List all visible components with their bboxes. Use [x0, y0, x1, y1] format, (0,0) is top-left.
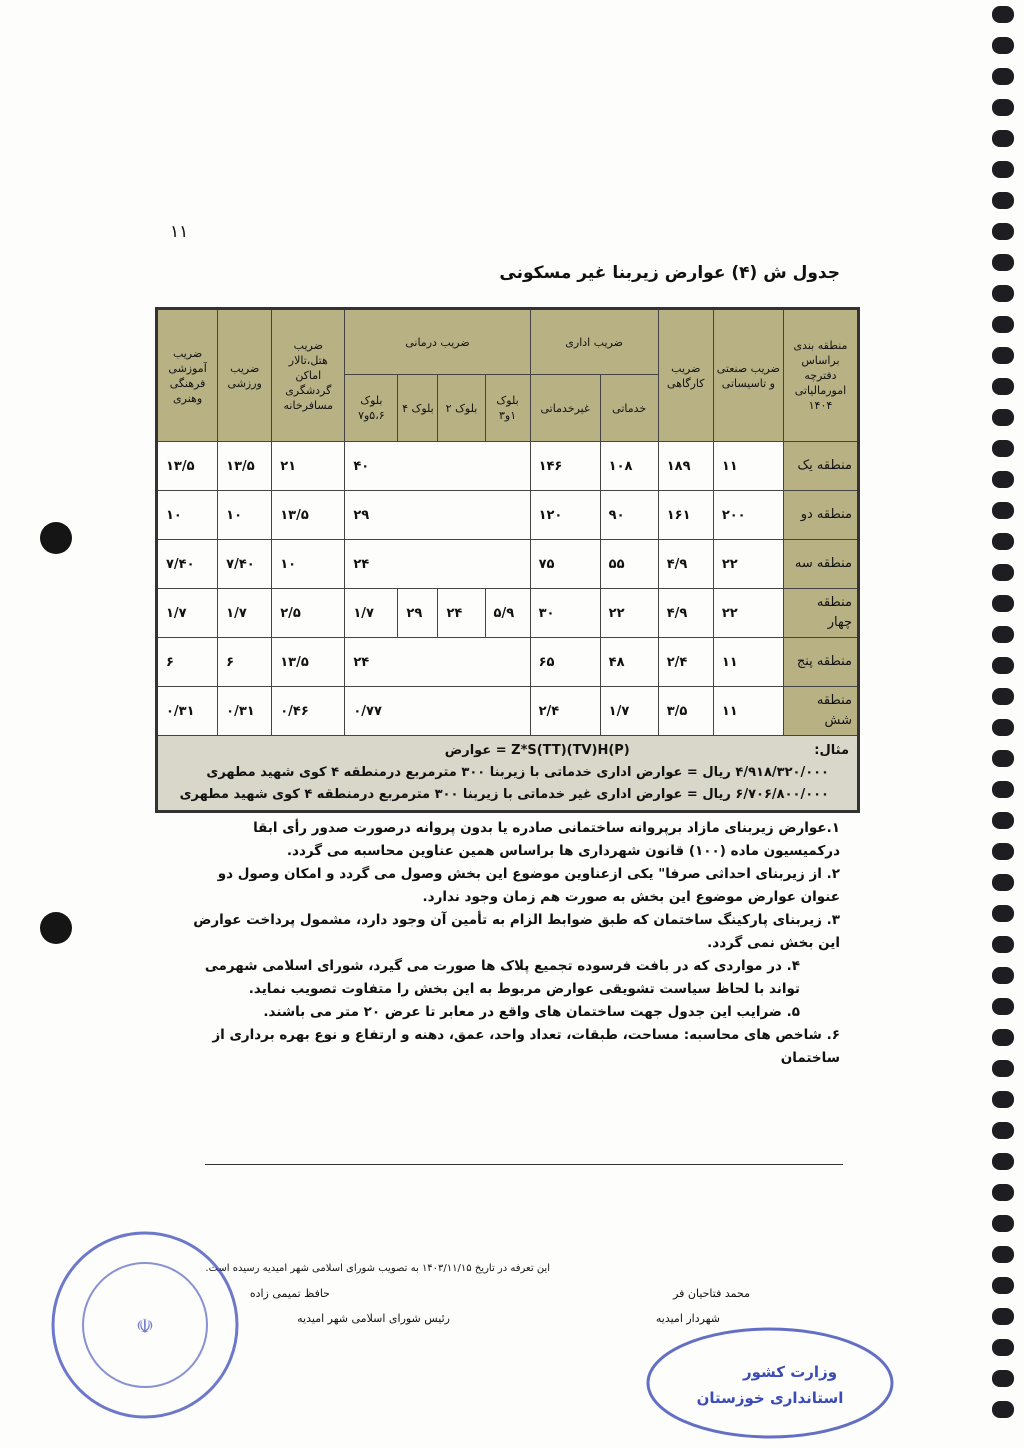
- fees-table: [155, 307, 860, 813]
- cell-sports: ۱۳/۵: [218, 442, 272, 491]
- cell-region: منطقه دو: [783, 491, 858, 540]
- spiral-ring: [992, 719, 1014, 736]
- spiral-ring: [992, 1091, 1014, 1108]
- cell-sports: ۱/۷: [218, 589, 272, 638]
- spiral-ring: [992, 657, 1014, 674]
- cell-education: ۱۰: [157, 491, 218, 540]
- cell-region: منطقه شش: [783, 687, 858, 736]
- header-office-nonservice: غیرخدماتی: [530, 375, 600, 442]
- cell-education: ۱/۷: [157, 589, 218, 638]
- cell-region: منطقه چهار: [783, 589, 858, 638]
- header-block-2: بلوک ۲: [438, 375, 485, 442]
- cell-education: ۷/۴۰: [157, 540, 218, 589]
- approval-text: این تعرفه در تاریخ ۱۴۰۳/۱۱/۱۵ به تصویب شورای اسلامی شهر امیدیه رسیده است.: [205, 1263, 550, 1274]
- council-stamp: [45, 1225, 245, 1425]
- svg-text:استانداری خوزستان: استانداری خوزستان: [696, 1389, 844, 1407]
- cell-office-service: ۵۵: [600, 540, 658, 589]
- cell-industrial: ۲۲: [713, 540, 783, 589]
- cell-education: ۱۳/۵: [157, 442, 218, 491]
- cell-industrial: ۲۲: [713, 589, 783, 638]
- cell-medical: ۲۹: [345, 491, 530, 540]
- spiral-ring: [992, 905, 1014, 922]
- table-row: [157, 442, 859, 491]
- cell-sports: ۱۰: [218, 491, 272, 540]
- spiral-ring: [992, 1401, 1014, 1418]
- cell-workshop: ۱۶۱: [658, 491, 713, 540]
- cell-office-nonservice: ۱۴۶: [530, 442, 600, 491]
- cell-office-service: ۹۰: [600, 491, 658, 540]
- spiral-ring: [992, 781, 1014, 798]
- spiral-ring: [992, 1277, 1014, 1294]
- cell-hotel: ۱۳/۵: [272, 491, 345, 540]
- spiral-ring: [992, 471, 1014, 488]
- cell-office-service: ۱۰۸: [600, 442, 658, 491]
- spiral-binding: [992, 6, 1018, 1432]
- spiral-ring: [992, 130, 1014, 147]
- spiral-ring: [992, 1122, 1014, 1139]
- cell-hotel: ۰/۴۶: [272, 687, 345, 736]
- header-industrial: ضریب صنعتی و تاسیساتی: [713, 309, 783, 442]
- punch-hole: [40, 912, 72, 944]
- spiral-ring: [992, 347, 1014, 364]
- spiral-ring: [992, 6, 1014, 23]
- cell-office-service: ۱/۷: [600, 687, 658, 736]
- spiral-ring: [992, 812, 1014, 829]
- cell-office-service: ۴۸: [600, 638, 658, 687]
- cell-hotel: ۲۱: [272, 442, 345, 491]
- spiral-ring: [992, 564, 1014, 581]
- note-item: ۴. در مواردی که در بافت فرسوده تجمیع پلاک ها صورت می گیرد، شورای اسلامی شهرمی تواند با لحاظ سیاست تشویقی عوارض مربوط به این بخش را متفاوت تصویب نماید.: [204, 958, 800, 997]
- cell-hotel: ۲/۵: [272, 589, 345, 638]
- spiral-ring: [992, 1184, 1014, 1201]
- spiral-ring: [992, 595, 1014, 612]
- table-row: [157, 491, 859, 540]
- cell-workshop: ۱۸۹: [658, 442, 713, 491]
- punch-hole: [40, 522, 72, 554]
- table-row: [157, 540, 859, 589]
- cell-industrial: ۱۱: [713, 687, 783, 736]
- spiral-ring: [992, 874, 1014, 891]
- header-education: ضریب آموزشی فرهنگی وهنری: [157, 309, 218, 442]
- cell-workshop: ۴/۹: [658, 540, 713, 589]
- spiral-ring: [992, 1370, 1014, 1387]
- cell-office-service: ۲۲: [600, 589, 658, 638]
- header-block-1-3: بلوک ۱و۳: [485, 375, 530, 442]
- cell-office-nonservice: ۱۲۰: [530, 491, 600, 540]
- spiral-ring: [992, 502, 1014, 519]
- spiral-ring: [992, 1308, 1014, 1325]
- cell-office-nonservice: ۲/۴: [530, 687, 600, 736]
- header-office: ضریب اداری: [530, 309, 658, 375]
- spiral-ring: [992, 254, 1014, 271]
- spiral-ring: [992, 68, 1014, 85]
- note-item: ۱.عوارض زیربنای مازاد برپروانه ساختمانی صادره یا بدون پروانه درصورت صدور رأی ابقا درکمیسیون ماده (۱۰۰) قانون شهرداری ها براساس همین عناوین محاسبه می گردد.: [253, 820, 840, 859]
- council-name: حافظ تمیمی زاده: [249, 1287, 330, 1300]
- spiral-ring: [992, 1060, 1014, 1077]
- svg-text:وزارت کشور: وزارت کشور: [742, 1363, 838, 1381]
- cell-office-nonservice: ۳۰: [530, 589, 600, 638]
- svg-text:☫: ☫: [136, 1314, 154, 1338]
- municipality-stamp: [640, 1325, 900, 1445]
- notes-list: [175, 817, 840, 1070]
- divider: [205, 1164, 843, 1165]
- cell-medical: ۰/۷۷: [345, 687, 530, 736]
- cell-office-nonservice: ۶۵: [530, 638, 600, 687]
- mayor-name: محمد فتاحیان فر: [673, 1287, 750, 1300]
- cell-hotel: ۱۳/۵: [272, 638, 345, 687]
- spiral-ring: [992, 1029, 1014, 1046]
- header-sports: ضریب ورزشی: [218, 309, 272, 442]
- spiral-ring: [992, 967, 1014, 984]
- note-item: ۶. شاخص های محاسبه: مساحت، طبقات، تعداد واحد، عمق، دهنه و ارتفاع و نوع بهره برداری از ساختمان: [212, 1027, 840, 1066]
- cell-sports: ۷/۴۰: [218, 540, 272, 589]
- cell-workshop: ۲/۴: [658, 638, 713, 687]
- cell-sports: ۰/۳۱: [218, 687, 272, 736]
- cell-block-5-6-7: ۱/۷: [345, 589, 398, 638]
- cell-industrial: ۱۱: [713, 638, 783, 687]
- header-office-service: خدماتی: [600, 375, 658, 442]
- spiral-ring: [992, 750, 1014, 767]
- cell-region: منطقه یک: [783, 442, 858, 491]
- cell-hotel: ۱۰: [272, 540, 345, 589]
- cell-block-4: ۲۹: [398, 589, 438, 638]
- header-workshop: ضریب کارگاهی: [658, 309, 713, 442]
- cell-education: ۶: [157, 638, 218, 687]
- spiral-ring: [992, 998, 1014, 1015]
- example-label: مثال:: [814, 743, 849, 758]
- spiral-ring: [992, 1339, 1014, 1356]
- spiral-ring: [992, 223, 1014, 240]
- cell-education: ۰/۳۱: [157, 687, 218, 736]
- spiral-ring: [992, 192, 1014, 209]
- spiral-ring: [992, 409, 1014, 426]
- cell-region: منطقه پنج: [783, 638, 858, 687]
- page-number: ۱۱: [170, 222, 189, 242]
- main-content: [155, 307, 860, 1070]
- example-line-1: ۴/۹۱۸/۳۲۰/۰۰۰ ریال = عوارض اداری خدماتی با زیربنا ۳۰۰ مترمربع درمنطقه ۴ کوی شهید مطهری: [206, 765, 829, 780]
- council-title: رئیس شورای اسلامی شهر امیدیه: [297, 1312, 450, 1325]
- header-block-4: بلوک ۴: [398, 375, 438, 442]
- example-cell: [157, 736, 859, 812]
- note-item: ۳. زیربنای پارکینگ ساختمان که طبق ضوابط الزام به تأمین آن وجود دارد، مشمول پرداخت عوارض این بخش نمی گردد.: [193, 912, 840, 951]
- spiral-ring: [992, 1153, 1014, 1170]
- cell-office-nonservice: ۷۵: [530, 540, 600, 589]
- spiral-ring: [992, 843, 1014, 860]
- spiral-ring: [992, 285, 1014, 302]
- cell-block-1-3: ۵/۹: [485, 589, 530, 638]
- cell-industrial: ۱۱: [713, 442, 783, 491]
- mayor-title: شهردار امیدیه: [655, 1312, 720, 1325]
- cell-medical: ۴۰: [345, 442, 530, 491]
- cell-industrial: ۲۰۰: [713, 491, 783, 540]
- cell-workshop: ۴/۹: [658, 589, 713, 638]
- table-row: [157, 638, 859, 687]
- spiral-ring: [992, 626, 1014, 643]
- table-row: [157, 589, 859, 638]
- spiral-ring: [992, 1246, 1014, 1263]
- spiral-ring: [992, 161, 1014, 178]
- spiral-ring: [992, 936, 1014, 953]
- spiral-ring: [992, 378, 1014, 395]
- spiral-ring: [992, 688, 1014, 705]
- cell-sports: ۶: [218, 638, 272, 687]
- spiral-ring: [992, 99, 1014, 116]
- spiral-ring: [992, 316, 1014, 333]
- example-line-2: ۶/۷۰۶/۸۰۰/۰۰۰ ریال = عوارض اداری غیر خدماتی با زیربنا ۳۰۰ مترمربع درمنطقه ۴ کوی شهید مطهری: [179, 787, 829, 802]
- cell-region: منطقه سه: [783, 540, 858, 589]
- header-region: منطقه بندی براساس دفترچه امورمالیاتی ۱۴۰۴: [783, 309, 858, 442]
- example-formula: Z*S(TT)(TV)H(P) = عوارض: [444, 743, 630, 758]
- spiral-ring: [992, 440, 1014, 457]
- cell-block-2: ۲۴: [438, 589, 485, 638]
- header-block-5-6-7: بلوک ۵،۶و۷: [345, 375, 398, 442]
- note-item: ۵. ضرایب این جدول جهت ساختمان های واقع در معابر تا عرض ۲۰ متر می باشند.: [263, 1004, 800, 1020]
- table-row: [157, 687, 859, 736]
- spiral-ring: [992, 37, 1014, 54]
- header-medical: ضریب درمانی: [345, 309, 530, 375]
- header-hotel: ضریب هتل،تالار اماکن گردشگری مسافرخانه: [272, 309, 345, 442]
- note-item: ۲. از زیربنای احداثی صرفا" یکی ازعناوین موضوع این بخش وصول می گردد و امکان وصول دو عنوان عوارض موضوع این بخش به صورت هم زمان وجود ندارد.: [217, 866, 840, 905]
- cell-medical: ۲۴: [345, 638, 530, 687]
- table-title: جدول ش (۴) عوارض زیربنا غیر مسکونی: [499, 263, 840, 283]
- spiral-ring: [992, 533, 1014, 550]
- cell-medical: ۲۴: [345, 540, 530, 589]
- cell-workshop: ۳/۵: [658, 687, 713, 736]
- spiral-ring: [992, 1215, 1014, 1232]
